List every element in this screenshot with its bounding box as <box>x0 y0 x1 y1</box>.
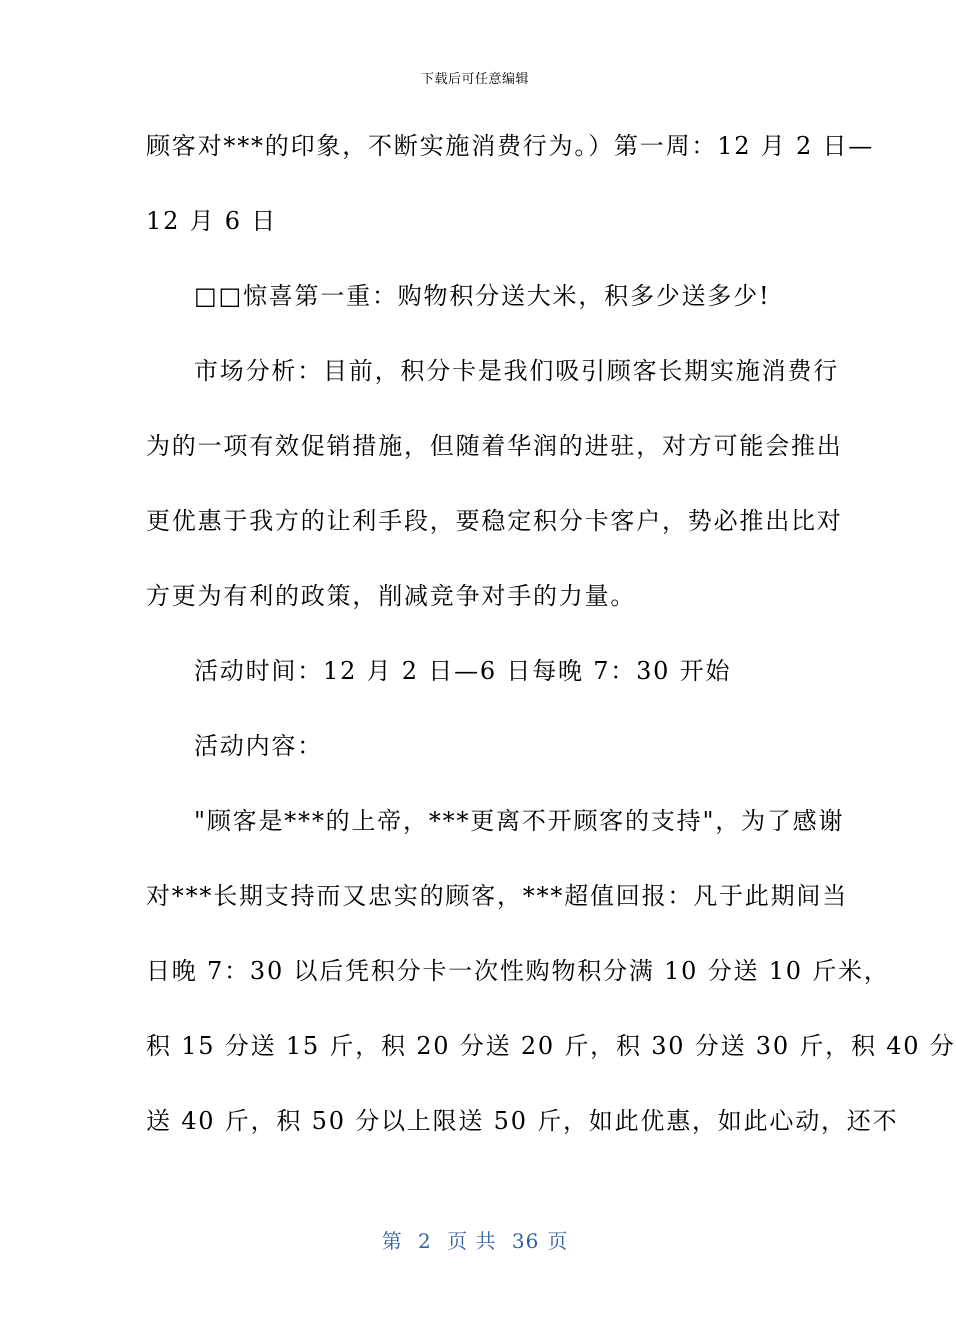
page-header: 下载后可任意编辑 <box>420 72 529 87</box>
text-line: 顾客对***的印象，不断实施消费行为。）第一周：12 月 2 日— <box>146 132 875 160</box>
footer-suffix: 页 <box>547 1229 569 1253</box>
text-line: 日晚 7：30 以后凭积分卡一次性购物积分满 10 分送 10 斤米， <box>146 957 890 985</box>
text-line: 市场分析：目前，积分卡是我们吸引顾客长期实施消费行 <box>194 357 839 385</box>
text-line: □□惊喜第一重：购物积分送大米，积多少送多少! <box>194 282 771 310</box>
text-line: 积 15 分送 15 斤，积 20 分送 20 斤，积 30 分送 30 斤，积 40 分 <box>146 1032 956 1060</box>
document-body <box>146 122 956 1172</box>
text-line: 方更为有利的政策，削减竞争对手的力量。 <box>146 582 637 610</box>
page-total: 36 <box>511 1229 540 1253</box>
text-line: "顾客是***的上帝，***更离不开顾客的支持"，为了感谢 <box>194 807 845 835</box>
text-line: 为的一项有效促销措施，但随着华润的进驻，对方可能会推出 <box>146 432 843 460</box>
page-footer <box>0 1225 950 1254</box>
text-line: 对***长期支持而又忠实的顾客，***超值回报：凡于此期间当 <box>146 882 848 910</box>
text-line: 活动时间：12 月 2 日—6 日每晚 7：30 开始 <box>194 657 732 685</box>
footer-prefix: 第 <box>381 1229 403 1253</box>
text-line: 更优惠于我方的让利手段，要稳定积分卡客户，势必推出比对 <box>146 507 843 535</box>
text-line: 送 40 斤，积 50 分以上限送 50 斤，如此优惠，如此心动，还不 <box>146 1107 899 1135</box>
text-line: 活动内容： <box>194 732 323 760</box>
footer-middle: 页 共 <box>447 1229 497 1253</box>
page-number: 2 <box>418 1229 432 1253</box>
text-line: 12 月 6 日 <box>146 207 278 235</box>
